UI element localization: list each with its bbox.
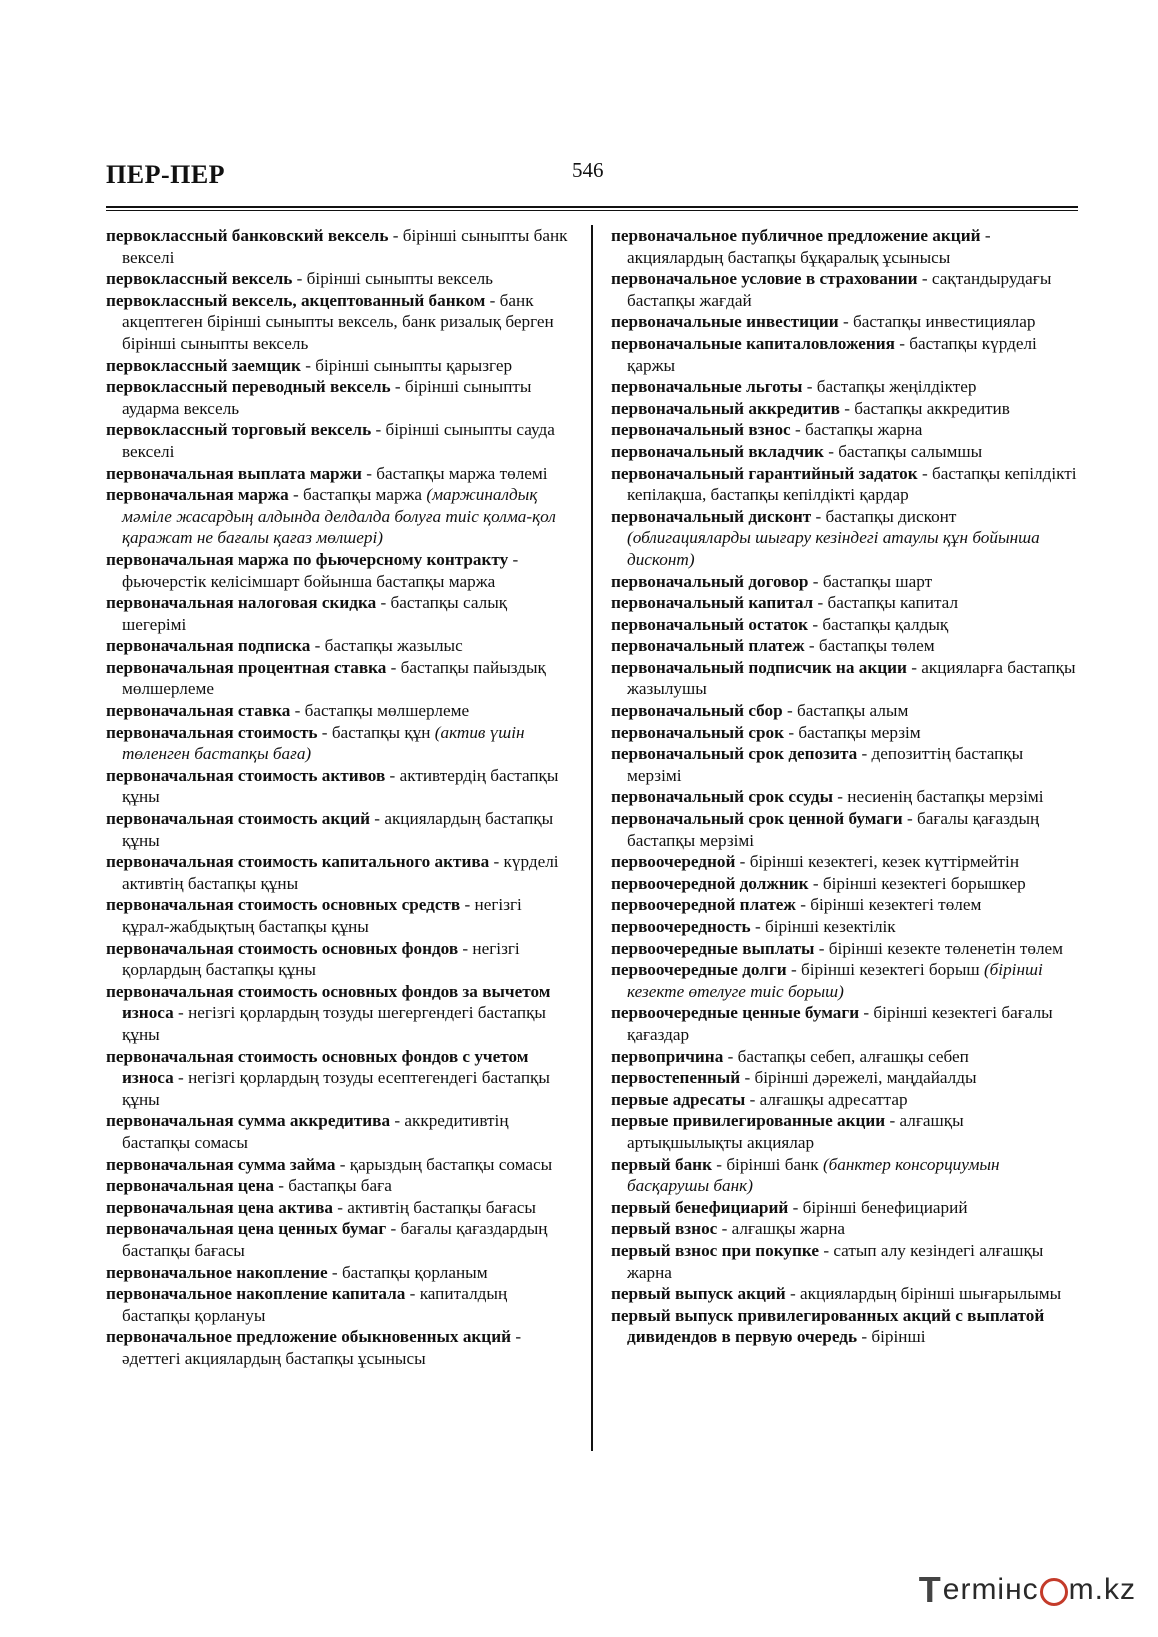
entry-term: первый банк bbox=[611, 1154, 712, 1174]
watermark-text-end: m.kz bbox=[1068, 1573, 1136, 1606]
dictionary-entry bbox=[611, 333, 1081, 376]
entry-term: первоначальное накопление капитала bbox=[106, 1284, 406, 1304]
entry-definition: - бастапқы мөлшерлеме bbox=[290, 701, 470, 721]
dictionary-entry bbox=[106, 1283, 568, 1326]
entry-definition: - аккредитивтің бастапқы сомасы bbox=[122, 1111, 509, 1152]
entry-definition: - бірінші кезектегі, кезек күттірмейтін bbox=[735, 852, 1020, 872]
dictionary-entry bbox=[106, 722, 568, 765]
entry-term: первоначальная цена bbox=[106, 1176, 274, 1196]
entry-note: (банктер консорциумын басқарушы банк) bbox=[627, 1154, 1000, 1196]
entry-definition: - бастапқы алым bbox=[782, 701, 909, 721]
entry-term: первоначальная сумма аккредитива bbox=[106, 1111, 391, 1131]
dictionary-entry bbox=[611, 1305, 1081, 1348]
entry-term: первоначальная налоговая скидка bbox=[106, 593, 377, 613]
dictionary-entry bbox=[611, 873, 1081, 895]
entry-term: первоначальное предложение обыкновенных акций bbox=[106, 1327, 512, 1347]
entry-definition: - бірінші кезекте төленетін төлем bbox=[814, 938, 1064, 958]
entry-definition: - бағалы қағаздың бастапқы мерзімі bbox=[627, 809, 1040, 850]
entry-definition: - әдеттегі акциялардың бастапқы ұсынысы bbox=[122, 1327, 522, 1368]
dictionary-entry bbox=[106, 1154, 568, 1176]
entry-definition: - бастапқы инвестициялар bbox=[838, 312, 1036, 332]
entry-term: первоочередные ценные бумаги bbox=[611, 1003, 860, 1023]
entry-definition: - акциялардың бастапқы бұқаралық ұсынысы bbox=[627, 226, 991, 267]
entry-definition: - негізгі қорлардың бастапқы құны bbox=[122, 938, 520, 980]
watermark-text-start: ermінc bbox=[942, 1573, 1039, 1606]
dictionary-entry bbox=[106, 1110, 568, 1153]
entry-term: первоначальный подписчик на акции bbox=[611, 657, 907, 677]
dictionary-entry bbox=[611, 808, 1081, 851]
column-divider bbox=[591, 225, 593, 1451]
entry-definition: - бастапқы кепілдікті кепілақша, бастапқы кепілдікті қардар bbox=[627, 463, 1077, 505]
entry-term: первоначальная подписка bbox=[106, 636, 311, 656]
entry-definition: - активтердің бастапқы құны bbox=[122, 765, 559, 807]
page-header bbox=[106, 156, 1080, 206]
dictionary-entry bbox=[611, 463, 1081, 506]
entry-term: первоклассный торговый вексель bbox=[106, 420, 372, 440]
entry-term: первоначальная стоимость акций bbox=[106, 809, 370, 829]
entry-term: первоклассный заемщик bbox=[106, 355, 301, 375]
entry-definition: - бастапқы қалдық bbox=[808, 614, 949, 634]
entry-term: первоначальная ставка bbox=[106, 701, 291, 721]
entry-definition: - бастапқы күрделі қаржы bbox=[627, 333, 1037, 375]
entry-term: первый взнос при покупке bbox=[611, 1240, 820, 1260]
entry-note: (актив үшін төленген бастапқы баға) bbox=[122, 722, 525, 764]
entry-definition: - бастапқы төлем bbox=[804, 636, 935, 656]
entry-definition: - бастапқы пайыздық мөлшерлеме bbox=[122, 657, 546, 699]
entry-definition: - фьючерстік келісімшарт бойынша бастапқы маржа bbox=[122, 549, 519, 591]
entry-definition: - бастапқы маржа bbox=[288, 485, 427, 505]
running-head: ПЕР-ПЕР bbox=[106, 160, 226, 189]
dictionary-entry bbox=[611, 1283, 1081, 1305]
entry-definition: - бастапқы салық шегерімі bbox=[122, 593, 508, 634]
entry-definition: - депозиттің бастапқы мерзімі bbox=[627, 744, 1024, 785]
entry-term: первоначальная стоимость основных фондов за вычетом износа bbox=[106, 981, 551, 1023]
entry-term: первоочередной должник bbox=[611, 873, 809, 893]
entry-definition: - бастапқы қорланым bbox=[327, 1262, 488, 1282]
entry-term: первоначальная цена ценных бумаг bbox=[106, 1219, 387, 1239]
dictionary-entry bbox=[611, 743, 1081, 786]
entry-term: первоначальный сбор bbox=[611, 701, 783, 721]
entry-definition: - алғашқы артықшылықты акциялар bbox=[627, 1111, 964, 1152]
dictionary-entry bbox=[106, 981, 568, 1046]
entry-term: первоначальный аккредитив bbox=[611, 398, 840, 418]
entry-term: первоначальное накопление bbox=[106, 1262, 328, 1282]
dictionary-entry bbox=[106, 635, 568, 657]
entry-term: первостепенный bbox=[611, 1068, 741, 1088]
entry-definition: - бірінші банк bbox=[712, 1154, 823, 1174]
dictionary-entry bbox=[611, 851, 1081, 873]
entry-definition: - акциялардың бастапқы құны bbox=[122, 809, 554, 850]
entry-definition: - несиенің бастапқы мерзімі bbox=[832, 787, 1044, 807]
entry-note: (облигацияларды шығару кезіндегі атаулы құн бойынша дисконт) bbox=[627, 528, 1040, 569]
dictionary-entry bbox=[611, 1218, 1081, 1240]
entry-term: первоначальная стоимость основных средств bbox=[106, 895, 461, 915]
dictionary-entry bbox=[611, 376, 1081, 398]
dictionary-entry bbox=[611, 1089, 1081, 1111]
entry-term: первоначальный остаток bbox=[611, 614, 809, 634]
entry-term: первоначальный гарантийный задаток bbox=[611, 463, 918, 483]
entry-term: первоначальная маржа по фьючерсному контракту bbox=[106, 549, 509, 569]
entry-definition: - бағалы қағаздардың бастапқы бағасы bbox=[122, 1219, 548, 1260]
entry-definition: - негізгі қорлардың тозуды есептегендегі бастапқы құны bbox=[122, 1068, 550, 1109]
dictionary-entry bbox=[611, 959, 1081, 1002]
dictionary-entry bbox=[106, 851, 568, 894]
dictionary-entry bbox=[106, 290, 568, 355]
entry-definition: - алғашқы адресаттар bbox=[745, 1089, 908, 1109]
entry-term: первоначальная цена актива bbox=[106, 1197, 333, 1217]
entry-definition: - бастапқы баға bbox=[273, 1176, 392, 1196]
entry-definition: - бастапқы құн bbox=[317, 722, 435, 742]
dictionary-entry bbox=[611, 268, 1081, 311]
entry-definition: - бірінші сыныпты аударма вексель bbox=[122, 377, 532, 418]
entry-term: первоначальные капиталовложения bbox=[611, 333, 895, 353]
header-rule-thin bbox=[106, 210, 1078, 211]
dictionary-entry bbox=[106, 894, 568, 937]
dictionary-entry bbox=[611, 614, 1081, 636]
dictionary-entry bbox=[611, 1110, 1081, 1153]
dictionary-entry bbox=[106, 592, 568, 635]
entry-term: первоначальная процентная ставка bbox=[106, 657, 387, 677]
dictionary-entry bbox=[106, 419, 568, 462]
entry-term: первоочередной bbox=[611, 852, 736, 872]
termincom-watermark bbox=[919, 1569, 1136, 1611]
dictionary-entry bbox=[106, 355, 568, 377]
dictionary-entry bbox=[106, 1175, 568, 1197]
left-column bbox=[106, 225, 568, 1369]
entry-definition: - акциялардың бірінші шығарылымы bbox=[785, 1284, 1062, 1304]
entry-definition: - бастапқы салымшы bbox=[823, 441, 983, 461]
entry-term: первые адресаты bbox=[611, 1089, 746, 1109]
dictionary-entry bbox=[106, 463, 568, 485]
entry-term: первый взнос bbox=[611, 1219, 718, 1239]
entry-definition: - алғашқы жарна bbox=[717, 1219, 846, 1239]
entry-term: первоначальный срок депозита bbox=[611, 744, 858, 764]
dictionary-entry bbox=[611, 1046, 1081, 1068]
entry-definition: - негізгі қорлардың тозуды шегергендегі бастапқы құны bbox=[122, 1003, 546, 1044]
dictionary-entry bbox=[611, 398, 1081, 420]
entry-term: первоначальная выплата маржи bbox=[106, 463, 362, 483]
entry-term: первоначальная стоимость капитального актива bbox=[106, 852, 490, 872]
entry-term: первопричина bbox=[611, 1046, 724, 1066]
entry-definition: - бірінші сыныпты қарызгер bbox=[300, 355, 513, 375]
dictionary-entry bbox=[611, 506, 1081, 571]
entry-term: первоначальные инвестиции bbox=[611, 312, 839, 332]
entry-term: первоначальная стоимость активов bbox=[106, 765, 386, 785]
entry-definition: - бастапқы капитал bbox=[813, 593, 959, 613]
entry-definition: - негізгі құрал-жабдықтың бастапқы құны bbox=[122, 895, 522, 936]
entry-definition: - бірінші кезектегі бағалы қағаздар bbox=[627, 1003, 1053, 1044]
dictionary-entry bbox=[106, 225, 568, 268]
entry-term: первоклассный переводный вексель bbox=[106, 377, 391, 397]
dictionary-entry bbox=[611, 657, 1081, 700]
entry-note: (бірінші кезекте өтелуге тиіс борыш) bbox=[627, 960, 1043, 1001]
dictionary-entry bbox=[611, 571, 1081, 593]
entry-definition: - сақтандырудағы бастапқы жағдай bbox=[627, 269, 1052, 310]
entry-definition: - бастапқы себеп, алғашқы себеп bbox=[723, 1046, 969, 1066]
dictionary-entry bbox=[611, 1067, 1081, 1089]
entry-term: первый выпуск привилегированных акций с выплатой дивидендов в первую очередь bbox=[611, 1305, 1045, 1347]
entry-term: первоклассный вексель bbox=[106, 269, 293, 289]
dictionary-entry bbox=[106, 484, 568, 549]
entry-definition: - бастапқы жеңілдіктер bbox=[802, 377, 977, 397]
dictionary-entry bbox=[106, 549, 568, 592]
dictionary-entry bbox=[611, 1154, 1081, 1197]
entry-definition: - сатып алу кезіндегі алғашқы жарна bbox=[627, 1240, 1044, 1282]
entry-term: первоначальная стоимость основных фондов bbox=[106, 938, 459, 958]
entry-term: первоначальный договор bbox=[611, 571, 809, 591]
header-rule-thick bbox=[106, 206, 1078, 208]
dictionary-entry bbox=[106, 657, 568, 700]
dictionary-entry bbox=[106, 765, 568, 808]
entry-term: первоначальный платеж bbox=[611, 636, 805, 656]
dictionary-entry bbox=[611, 1240, 1081, 1283]
entry-term: первоклассный вексель, акцептованный банком bbox=[106, 290, 486, 310]
entry-note: (маржиналдық мәміле жасардың алдында делдалда болуға тиіс қолма-қол қаражат не бағалы қағаз мөлшері) bbox=[122, 485, 556, 548]
watermark-letter-t: T bbox=[918, 1569, 942, 1610]
dictionary-entry bbox=[106, 376, 568, 419]
entry-definition: - қарыздың бастапқы сомасы bbox=[335, 1154, 553, 1174]
dictionary-entry bbox=[611, 1002, 1081, 1045]
entry-term: первоначальный дисконт bbox=[611, 506, 812, 526]
entry-definition: - бірінші сыныпты вексель bbox=[292, 269, 493, 289]
dictionary-entry bbox=[106, 268, 568, 290]
dictionary-entry bbox=[611, 225, 1081, 268]
dictionary-entry bbox=[106, 938, 568, 981]
entry-term: первоначальная стоимость bbox=[106, 722, 318, 742]
right-column bbox=[611, 225, 1081, 1348]
dictionary-entry bbox=[611, 786, 1081, 808]
dictionary-entry bbox=[106, 1326, 568, 1369]
entry-definition: - бастапқы жазылыс bbox=[310, 636, 463, 656]
dictionary-entry bbox=[106, 1262, 568, 1284]
dictionary-entry bbox=[106, 808, 568, 851]
dictionary-entry bbox=[611, 419, 1081, 441]
entry-definition: - бастапқы шарт bbox=[808, 571, 933, 591]
page-number: 546 bbox=[572, 158, 604, 182]
entry-term: первоначальное условие в страховании bbox=[611, 269, 918, 289]
entry-term: первоначальный капитал bbox=[611, 593, 814, 613]
entry-definition: - күрделі активтің бастапқы құны bbox=[122, 852, 559, 893]
entry-definition: - активтің бастапқы бағасы bbox=[332, 1197, 536, 1217]
dictionary-entry bbox=[611, 722, 1081, 744]
entry-definition: - капиталдың бастапқы қорлануы bbox=[122, 1284, 508, 1325]
entry-definition: - бастапқы жарна bbox=[790, 420, 923, 440]
entry-term: первоклассный банковский вексель bbox=[106, 226, 389, 245]
entry-definition: - бірінші бенефициарий bbox=[788, 1197, 968, 1217]
dictionary-entry bbox=[611, 592, 1081, 614]
entry-definition: - акцияларға бастапқы жазылушы bbox=[627, 657, 1076, 699]
entry-definition: - бастапқы мерзім bbox=[784, 722, 921, 742]
entry-definition: - банк акцептеген бірінші сыныпты вексель, банк ризалық берген бірінші сыныпты вексель bbox=[122, 290, 554, 353]
watermark-o-ring-icon bbox=[1040, 1578, 1068, 1606]
dictionary-entry bbox=[611, 311, 1081, 333]
entry-definition: - бірінші дәрежелі, маңдайалды bbox=[740, 1068, 977, 1088]
dictionary-entry bbox=[611, 700, 1081, 722]
dictionary-entry bbox=[611, 938, 1081, 960]
entry-term: первоначальный взнос bbox=[611, 420, 791, 440]
entry-term: первые привилегированные акции bbox=[611, 1111, 886, 1131]
entry-term: первый бенефициарий bbox=[611, 1197, 789, 1217]
entry-term: первоочередной платеж bbox=[611, 895, 796, 915]
dictionary-entry bbox=[611, 916, 1081, 938]
entry-definition: - бірінші сыныпты банк векселі bbox=[122, 226, 568, 267]
entry-term: первоначальное публичное предложение акций bbox=[611, 226, 981, 245]
dictionary-entry bbox=[106, 700, 568, 722]
entry-term: первоначальный срок ссуды bbox=[611, 787, 833, 807]
dictionary-entry bbox=[611, 441, 1081, 463]
entry-term: первоочередные долги bbox=[611, 960, 787, 980]
dictionary-entry bbox=[611, 635, 1081, 657]
entry-term: первоначальная маржа bbox=[106, 485, 289, 505]
entry-term: первоочередность bbox=[611, 917, 751, 936]
entry-term: первоначальный срок bbox=[611, 722, 785, 742]
entry-definition: - бірінші кезектегі борышкер bbox=[808, 873, 1026, 893]
entry-definition: - бірінші кезектегі борыш bbox=[786, 960, 984, 980]
dictionary-entry bbox=[106, 1046, 568, 1111]
entry-term: первоначальные льготы bbox=[611, 377, 803, 397]
entry-term: первоначальный срок ценной бумаги bbox=[611, 809, 903, 829]
entry-term: первоначальная стоимость основных фондов с учетом износа bbox=[106, 1046, 529, 1088]
entry-definition: - бірінші сыныпты сауда векселі bbox=[122, 420, 555, 461]
entry-term: первоначальный вкладчик bbox=[611, 441, 824, 461]
entry-definition: - бірінші кезектегі төлем bbox=[795, 895, 982, 915]
entry-definition: - бірінші кезектілік bbox=[750, 917, 896, 936]
entry-term: первый выпуск акций bbox=[611, 1284, 786, 1304]
entry-definition: - бірінші bbox=[857, 1327, 926, 1347]
entry-term: первоначальная сумма займа bbox=[106, 1154, 336, 1174]
dictionary-entry bbox=[611, 1197, 1081, 1219]
dictionary-entry bbox=[106, 1197, 568, 1219]
dictionary-entry bbox=[611, 894, 1081, 916]
entry-definition: - бастапқы аккредитив bbox=[839, 398, 1010, 418]
entry-definition: - бастапқы маржа төлемі bbox=[361, 463, 548, 483]
entry-definition: - бастапқы дисконт bbox=[811, 506, 957, 526]
entry-term: первоочередные выплаты bbox=[611, 938, 815, 958]
dictionary-entry bbox=[106, 1218, 568, 1261]
